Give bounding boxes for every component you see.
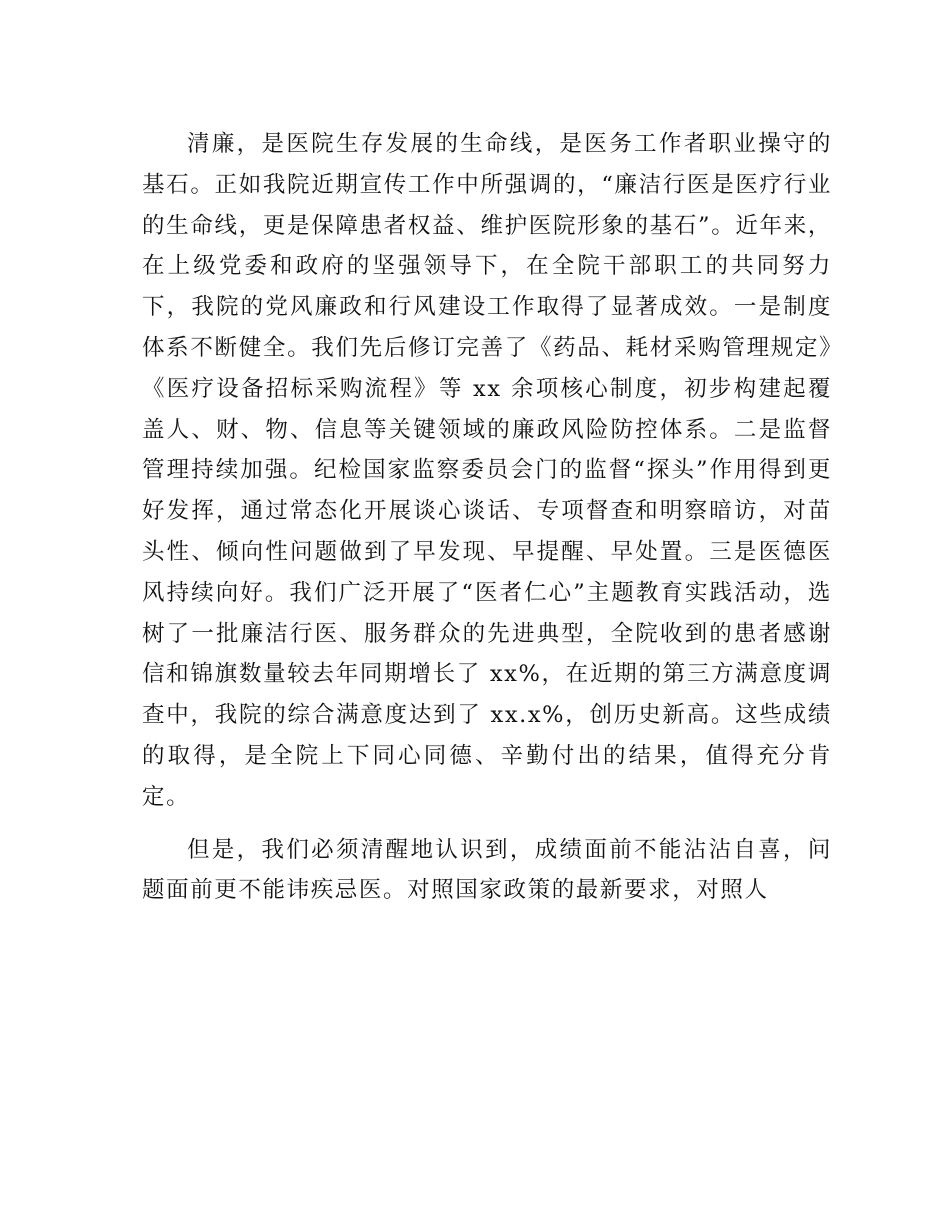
document-body [142, 124, 832, 911]
paragraph-achievements: 清廉，是医院生存发展的生命线，是医务工作者职业操守的基石。正如我院近期宣传工作中所强调的，“廉洁行医是医疗行业的生命线，更是保障患者权益、维护医院形象的基石”。近年来，在上级党委和政府的坚强领导下，在全院干部职工的共同努力下，我院的党风廉政和行风建设工作取得了显著成效。一是制度体系不断健全。我们先后修订完善了《药品、耗材采购管理规定》《医疗设备招标采购流程》等 xx 余项核心制度，初步构建起覆盖人、财、物、信息等关键领域的廉政风险防控体系。二是监督管理持续加强。纪检国家监察委员会门的监督“探头”作用得到更好发挥，通过常态化开展谈心谈话、专项督查和明察暗访，对苗头性、倾向性问题做到了早发现、早提醒、早处置。三是医德医风持续向好。我们广泛开展了“医者仁心”主题教育实践活动，选树了一批廉洁行医、服务群众的先进典型，全院收到的患者感谢信和锦旗数量较去年同期增长了 xx%，在近期的第三方满意度调查中，我院的综合满意度达到了 xx.x%，创历史新高。这些成绩的取得，是全院上下同心同德、辛勤付出的结果，值得充分肯定。 [142, 131, 832, 810]
paragraph-problems: 但是，我们必须清醒地认识到，成绩面前不能沾沾自喜，问题面前更不能讳疾忌医。对照国家政策的最新要求，对照人 [142, 836, 832, 904]
